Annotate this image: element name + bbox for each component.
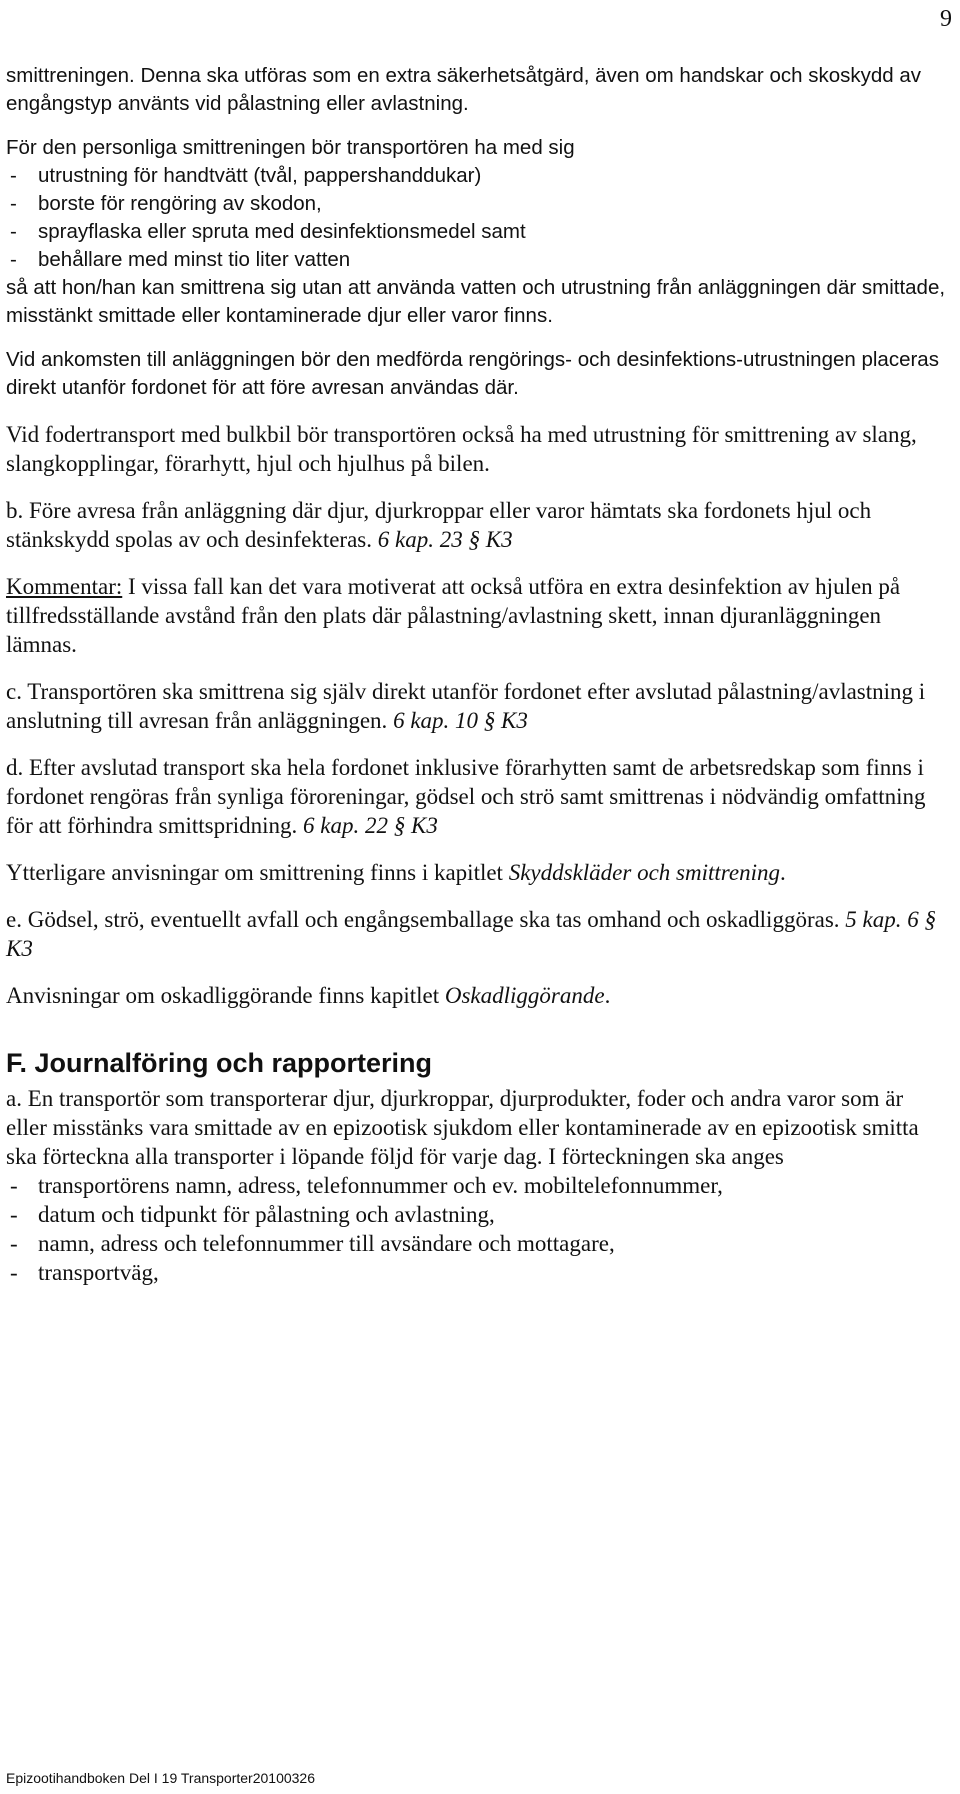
chapter-reference: Oskadliggörande [444,983,605,1008]
list-item: - transportörens namn, adress, telefonnummer och ev. mobiltelefonnummer, [6,1171,946,1200]
paragraph-b: b. Före avresa från anläggning där djur, djurkroppar eller varor hämtats ska fordonets hjul och stänkskydd spolas av och desinfekteras. 6 kap. 23 § K3 [6,498,872,552]
paragraph-arrival: Vid ankomsten till anläggningen bör den medförda rengörings- och desinfektions-utrustningen placeras direkt utanför fordonet för att före avresan användas där. [6,348,939,399]
chapter-reference: Skyddskläder och smittrening [508,860,780,885]
paragraph-a: a. En transportör som transporterar djur, djurkroppar, djurprodukter, foder och andra varor som är eller misstänks vara smittade av en epizootisk sjukdom eller kontaminerade av en epizootisk smitta ska förteckna alla transporter i löpande följd för varje dag. I förteckningen ska anges [6,1086,919,1169]
paragraph-personal-intro: För den personliga smittreningen bör transportören ha med sig [6,136,575,159]
paragraph-c: c. Transportören ska smittrena sig själv direkt utanför fordonet efter avslutad pålastning/avlastning i anslutning till avresan från anläggningen. 6 kap. 10 § K3 [6,679,926,733]
paragraph-e: e. Gödsel, strö, eventuellt avfall och engångsemballage ska tas omhand och oskadliggöras. 5 kap. 6 § K3 [6,907,936,961]
document-body [6,62,946,1287]
dash-marker: - [10,192,17,215]
dash-marker: - [10,1202,18,1227]
dash-marker: - [10,164,17,187]
page-footer: Epizootihandboken Del I 19 Transporter20100326 [6,1770,315,1786]
dash-marker: - [10,220,17,243]
list-item: - datum och tidpunkt för pålastning och avlastning, [6,1200,946,1229]
kommentar-label: Kommentar: [6,574,123,599]
list-item: - utrustning för handtvätt (tvål, pappershanddukar) [6,162,946,190]
section-heading: F. Journalföring och rapportering [6,1048,433,1078]
law-reference: 6 kap. 22 § K3 [303,813,438,838]
list-item: - namn, adress och telefonnummer till avsändare och mottagare, [6,1229,946,1258]
paragraph-bulk-transport: Vid fodertransport med bulkbil bör transportören också ha med utrustning för smittrening av slang, slangkopplingar, förarhytt, hjul och hjulhus på bilen. [6,422,917,476]
paragraph-d: d. Efter avslutad transport ska hela fordonet inklusive förarhytten samt de arbetsredskap som finns i fordonet rengöras från synliga föroreningar, gödsel och strö samt smittrenas i nödvändig omfattning för att förhindra smittspridning. 6 kap. 22 § K3 [6,755,926,838]
law-reference: 6 kap. 23 § K3 [377,527,513,552]
record-keeping-block [6,1084,946,1287]
paragraph-kommentar: Kommentar: I vissa fall kan det vara motiverat att också utföra en extra desinfektion av hjulen på tillfredsställande avstånd från den plats där pålastning/avlastning skett, innan djuranläggningen lämnas. [6,574,901,657]
dash-marker: - [10,1173,18,1198]
page-number: 9 [940,6,952,32]
paragraph-personal-end: så att hon/han kan smittrena sig utan att använda vatten och utrustning från anläggningen där smittade, misstänkt smittade eller kontaminerade djur eller varor finns. [6,276,946,327]
list-item: - sprayflaska eller spruta med desinfektionsmedel samt [6,218,946,246]
paragraph-destruction-instructions: Anvisningar om oskadliggörande finns kapitlet Oskadliggörande. [6,983,611,1008]
paragraph-further-instructions: Ytterligare anvisningar om smittrening finns i kapitlet Skyddskläder och smittrening. [6,860,786,885]
record-list [6,1171,946,1287]
law-reference: 5 kap. 6 § K3 [6,907,936,961]
personal-cleaning-block [6,134,946,330]
equipment-list [6,162,946,274]
dash-marker: - [10,248,17,271]
list-item: - transportväg, [6,1258,946,1287]
dash-marker: - [10,1231,18,1256]
list-item: - borste för rengöring av skodon, [6,190,946,218]
paragraph-intro: smittreningen. Denna ska utföras som en extra säkerhetsåtgärd, även om handskar och skoskydd av engångstyp använts vid pålastning eller avlastning. [6,64,922,115]
dash-marker: - [10,1260,18,1285]
list-item: - behållare med minst tio liter vatten [6,246,946,274]
law-reference: 6 kap. 10 § K3 [393,708,528,733]
